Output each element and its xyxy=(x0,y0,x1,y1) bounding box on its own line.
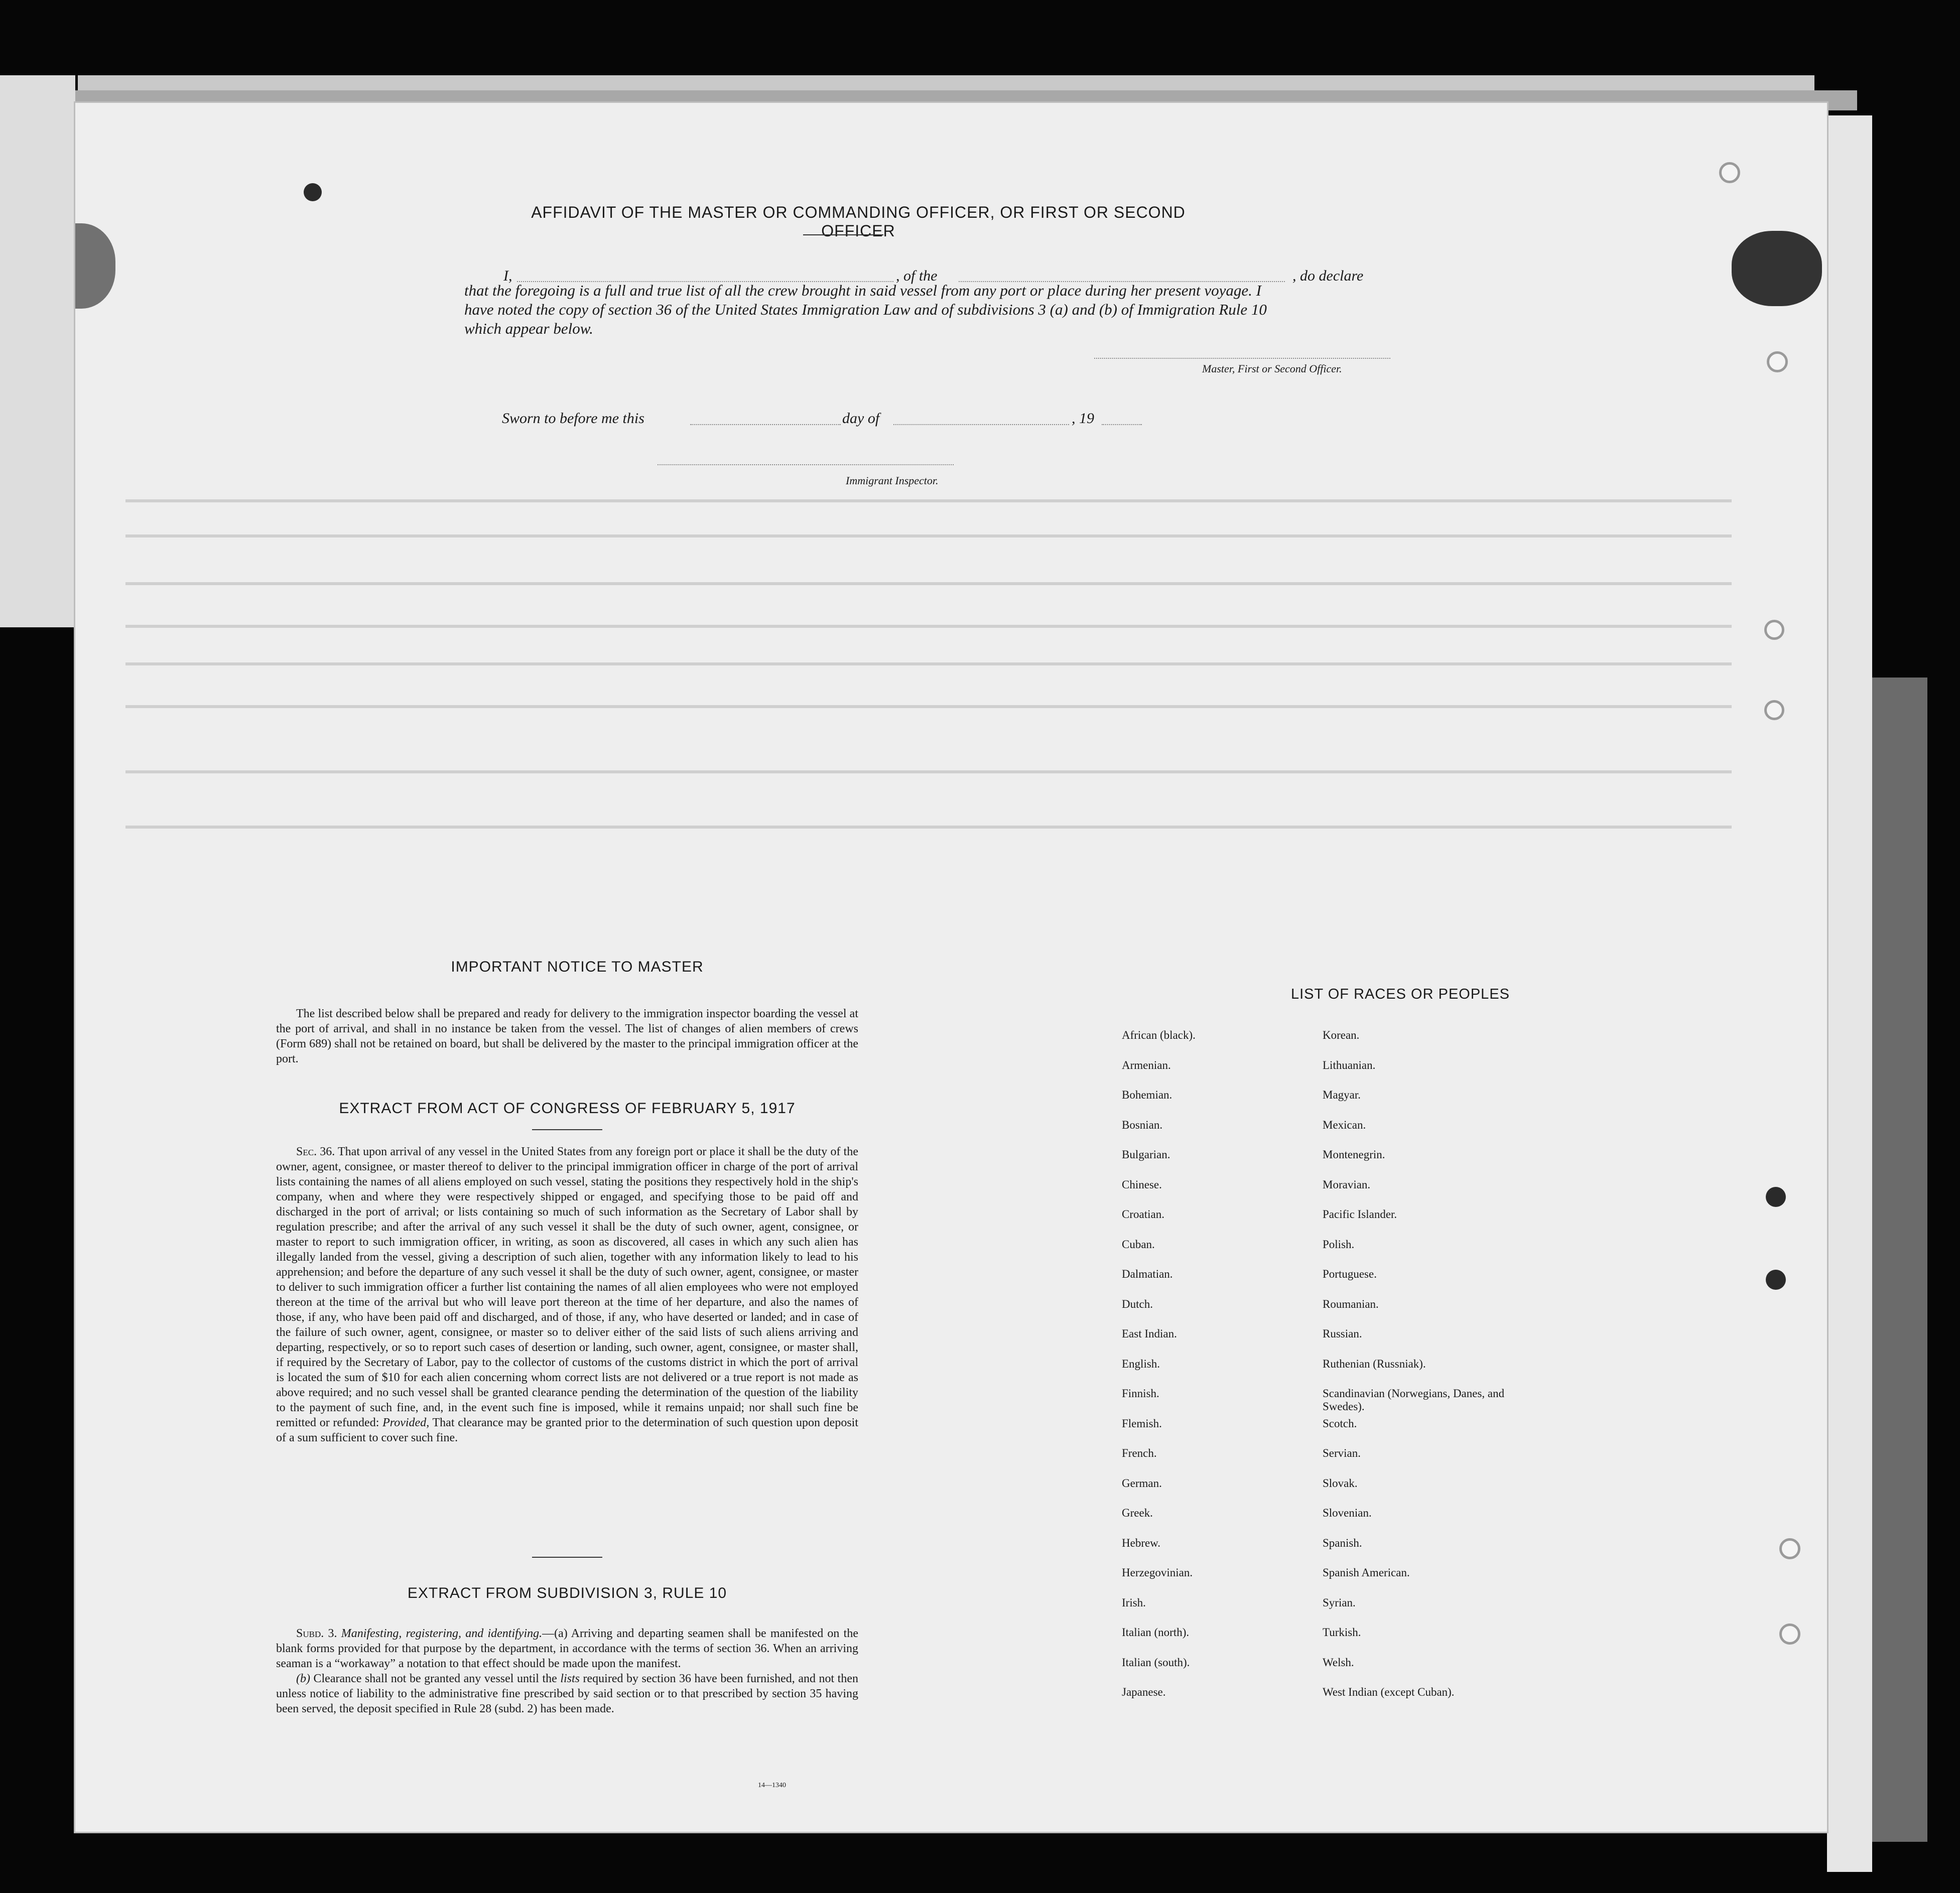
notice-title: IMPORTANT NOTICE TO MASTER xyxy=(451,959,704,975)
race-item: Russian. xyxy=(1323,1327,1362,1340)
act-end-rule xyxy=(532,1557,602,1558)
race-item: Korean. xyxy=(1323,1029,1360,1041)
bleed-through-row xyxy=(125,499,1732,502)
race-item: Flemish. xyxy=(1122,1417,1162,1430)
bleed-through-row xyxy=(125,625,1732,628)
races-title: LIST OF RACES OR PEOPLES xyxy=(1290,986,1510,1002)
race-item: Greek. xyxy=(1122,1507,1153,1519)
master-signature-caption: Master, First or Second Officer. xyxy=(1202,362,1342,375)
inspector-signature-caption: Immigrant Inspector. xyxy=(846,474,939,487)
race-item: Spanish. xyxy=(1323,1536,1362,1549)
year-label: , 19 xyxy=(1072,410,1094,427)
right-dark-edge xyxy=(1872,678,1927,1842)
race-item: East Indian. xyxy=(1122,1327,1177,1340)
race-item: Polish. xyxy=(1323,1238,1355,1251)
race-item: Bohemian. xyxy=(1122,1089,1172,1101)
affidavit-title: AFFIDAVIT OF THE MASTER OR COMMANDING OFFICER, OR FIRST OR SECOND OFFICER xyxy=(531,203,1186,240)
binder-ring-hole xyxy=(1779,1538,1800,1559)
bleed-through-row xyxy=(125,582,1732,585)
race-item: Turkish. xyxy=(1323,1626,1361,1639)
race-item: African (black). xyxy=(1122,1029,1196,1041)
race-item: Japanese. xyxy=(1122,1686,1166,1698)
binder-ring-hole xyxy=(1719,162,1740,183)
master-signature-line xyxy=(1094,358,1390,359)
race-item: Portuguese. xyxy=(1323,1268,1377,1280)
race-item: Herzegovinian. xyxy=(1122,1566,1193,1579)
race-item: Spanish American. xyxy=(1323,1566,1410,1579)
binder-ring-hole xyxy=(1779,1624,1800,1645)
title-underline xyxy=(803,234,883,235)
race-item: Syrian. xyxy=(1323,1596,1356,1609)
act-text-a: That upon arrival of any vessel in the United States from any foreign port or place it shall be the duty of the owner, agent, consignee, or master thereof to deliver to the principal immigration officer in charge of the port of arrival lists containing the names of all aliens employed on such vessel, stating the positions they respectively hold in the ship's company, when and where they were respectively shipped or engaged, and specifying those to be paid off and discharged in the port of arrival; or lists containing so much of such information as the Secretary of Labor shall by regulation prescribe; and after the arrival of any such vessel it shall be the duty of such owner, agent, consignee, or master to report to such immigration officer, in writing, as soon as discovered, all cases in which any such alien has illegally landed from the vessel, giving a description of such alien, together with any information likely to lead to his apprehension; and before the departure of any such vessel it shall be the duty of such owner, agent, consignee, or master to deliver to such immigration officer a further list containing the names of all alien employees who were not employed thereon at the time of the arrival but who will leave port thereon at the time of her departure, and also the names of those, if any, who have been paid off and discharged, and of those, if any, who have deserted or landed; and in case of the failure of such owner, agent, consignee, or master so to deliver either of the said lists of such aliens arriving and departing, respectively, or so to report such cases of desertion or landing, such owner, agent, consignee, or master shall, if required by the Secretary of Labor, pay to the collector of customs of the customs district in which the port of arrival is located the sum of $10 for each alien concerning whom correct lists are not delivered or a true report is not made as above required; and no such vessel shall be granted clearance pending the determination of the question of the liability to the payment of such fine, and, in the event such fine is imposed, while it remains unpaid; nor shall such fine be remitted or refunded: xyxy=(276,1145,858,1429)
race-item: English. xyxy=(1122,1357,1160,1370)
rule-title: EXTRACT FROM SUBDIVISION 3, RULE 10 xyxy=(407,1585,727,1601)
rule-text xyxy=(276,1626,858,1716)
race-item: Welsh. xyxy=(1323,1656,1354,1669)
race-item: Mexican. xyxy=(1323,1118,1366,1131)
binder-ring-hole xyxy=(1764,620,1784,640)
affidavit-paragraph: that the foregoing is a full and true list of all the crew brought in said vessel from any port or place during her present voyage. I have noted the copy of section 36 of the United States Immigration Law and of subdivisions 3 (a) and (b) of Immigration Rule 10 which appear below. xyxy=(464,282,1267,337)
bleed-through-row xyxy=(125,705,1732,708)
bleed-through-row xyxy=(125,534,1732,537)
race-item: West Indian (except Cuban). xyxy=(1323,1686,1455,1698)
race-item: Ruthenian (Russniak). xyxy=(1323,1357,1426,1370)
race-item: Italian (north). xyxy=(1122,1626,1190,1639)
b-label: (b) xyxy=(296,1672,310,1685)
race-item: Finnish. xyxy=(1122,1387,1159,1400)
rule-a-paragraph xyxy=(276,1626,858,1671)
notice-text xyxy=(276,1006,858,1066)
day-of-label: day of xyxy=(842,410,880,427)
race-item: Chinese. xyxy=(1122,1178,1162,1191)
race-item: Scotch. xyxy=(1323,1417,1357,1430)
binder-ring-hole xyxy=(1767,351,1788,372)
notice-paragraph: The list described below shall be prepared and ready for delivery to the immigration inspector boarding the vessel at the port of arrival, and shall in no instance be taken from the vessel. The list of changes of alien members of crews (Form 689) shall not be retained on board, but shall be delivered by the master to the principal immigration officer at the port. xyxy=(276,1007,858,1065)
race-item: Dutch. xyxy=(1122,1297,1153,1310)
affidavit-do-declare: , do declare xyxy=(1292,267,1364,284)
race-item: Pacific Islander. xyxy=(1323,1208,1397,1221)
race-item: Scandinavian (Norwegians, Danes, and Swedes). xyxy=(1323,1387,1505,1413)
race-item: Slovenian. xyxy=(1323,1507,1372,1519)
sworn-month-blank xyxy=(893,424,1069,425)
subd-label: Subd. 3. xyxy=(296,1627,337,1640)
race-item: Bulgarian. xyxy=(1122,1148,1170,1161)
subd-heading: Manifesting, registering, and identifying. xyxy=(341,1627,543,1640)
race-item: Slovak. xyxy=(1323,1476,1358,1490)
affidavit-i-label: I, xyxy=(503,267,512,284)
punch-hole xyxy=(1766,1187,1786,1207)
affidavit-of-the: , of the xyxy=(896,267,938,284)
a-label: —(a) xyxy=(542,1627,568,1640)
race-item: Magyar. xyxy=(1323,1089,1361,1101)
sworn-year-blank xyxy=(1102,424,1142,425)
left-underlying-page xyxy=(0,75,75,627)
race-item: Armenian. xyxy=(1122,1058,1171,1071)
race-item: Montenegrin. xyxy=(1323,1148,1385,1161)
race-item: Hebrew. xyxy=(1122,1536,1161,1549)
affidavit-page xyxy=(75,103,1827,1832)
race-item: Irish. xyxy=(1122,1596,1146,1609)
bleed-through-row xyxy=(125,662,1732,665)
bleed-through-row xyxy=(125,770,1732,773)
race-item: Roumanian. xyxy=(1323,1297,1379,1310)
b-lists: lists xyxy=(560,1672,580,1685)
race-item: Bosnian. xyxy=(1122,1118,1163,1131)
act-title-underline xyxy=(532,1129,602,1130)
race-item: French. xyxy=(1122,1447,1157,1459)
form-number: 14—1340 xyxy=(758,1782,786,1789)
binder-ring-hole xyxy=(1764,700,1784,720)
race-item: Dalmatian. xyxy=(1122,1268,1173,1280)
race-item: German. xyxy=(1122,1476,1162,1490)
provided-word: Provided, xyxy=(382,1416,430,1429)
race-item: Lithuanian. xyxy=(1323,1058,1376,1071)
ink-blot xyxy=(75,223,115,309)
sworn-label: Sworn to before me this xyxy=(502,410,644,427)
race-item: Servian. xyxy=(1323,1447,1361,1459)
punch-hole xyxy=(304,183,322,201)
race-item: Cuban. xyxy=(1122,1238,1155,1251)
rule-b-paragraph xyxy=(276,1671,858,1716)
race-item: Italian (south). xyxy=(1122,1656,1190,1669)
right-underlying-page xyxy=(1827,115,1872,1872)
ink-blot xyxy=(1732,231,1822,306)
b-text-1: Clearance shall not be granted any vessel until the xyxy=(313,1672,557,1685)
sworn-day-blank xyxy=(690,424,841,425)
act-paragraph xyxy=(276,1144,858,1445)
races-list xyxy=(1122,1029,1584,1716)
race-item: Moravian. xyxy=(1323,1178,1371,1191)
inspector-signature-line xyxy=(658,464,954,465)
bleed-through-row xyxy=(125,826,1732,829)
b-text-2: required by section 36 have been furnished, and not then unless notice of liability to the administrative fine prescribed by said section or to that prescribed by section 35 having been served, the deposit specified in Rule 28 (subd. 2) has been made. xyxy=(276,1672,858,1715)
act-text-b: That clearance may be granted prior to the determination of such question upon deposit of a sum sufficient to cover such fine. xyxy=(276,1416,859,1444)
sec-label: Sec. 36. xyxy=(296,1145,335,1158)
act-text xyxy=(276,1144,858,1445)
punch-hole xyxy=(1766,1270,1786,1290)
act-title: EXTRACT FROM ACT OF CONGRESS OF FEBRUARY 5, 1917 xyxy=(339,1100,796,1117)
a-text: Arriving and departing seamen shall be manifested on the blank forms provided for that purpose by the department, in accordance with the terms of section 36. When an arriving seaman is a “workaway” a notation to that effect should be made upon the manifest. xyxy=(276,1627,858,1670)
race-item: Croatian. xyxy=(1122,1208,1164,1221)
